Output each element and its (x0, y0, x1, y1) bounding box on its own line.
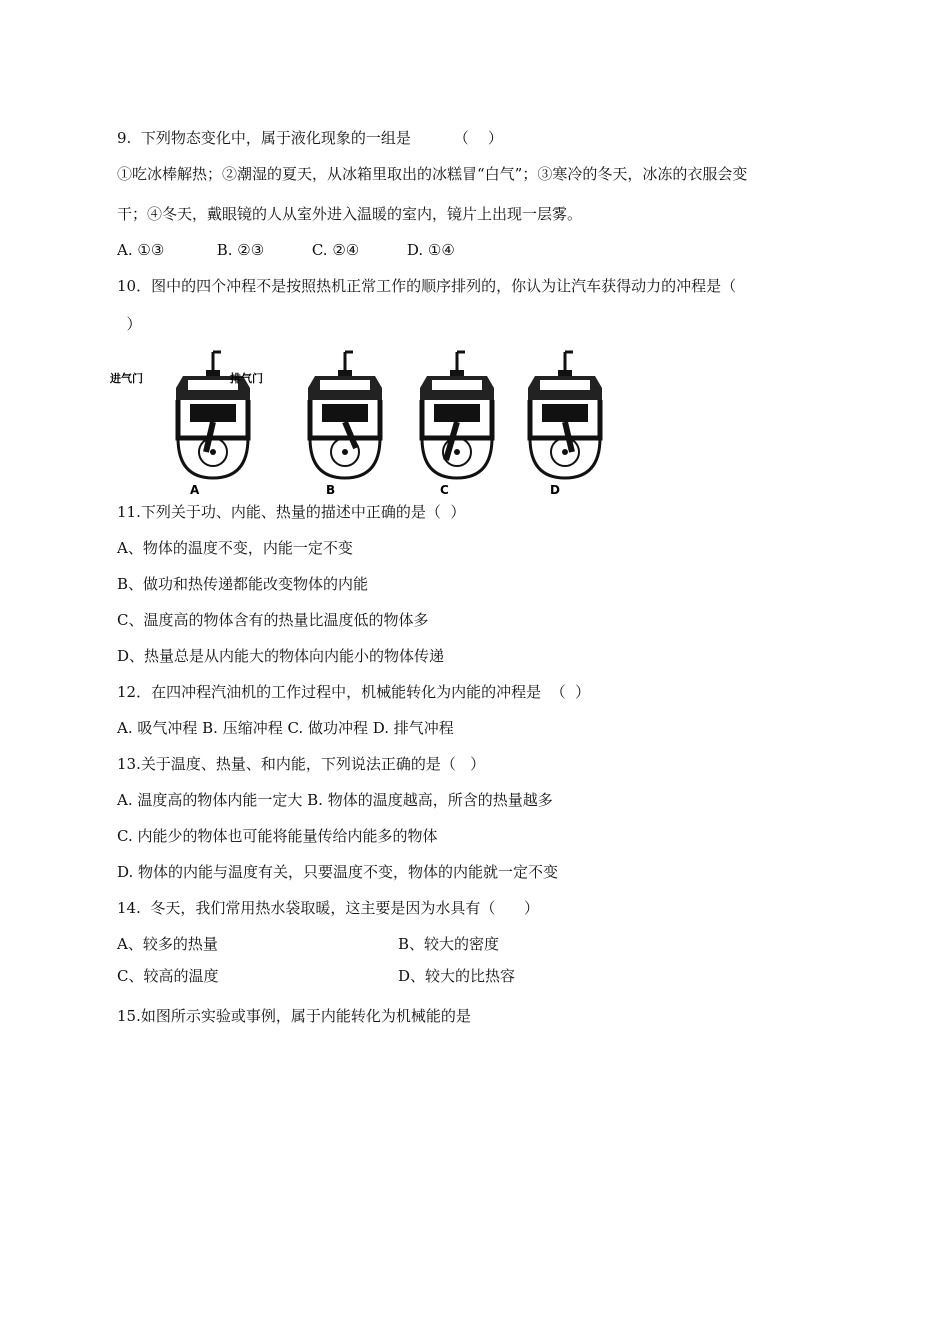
q13-option-d: D. 物体的内能与温度有关，只要温度不变，物体的内能就一定不变 (117, 863, 559, 881)
engine-label-b: B (326, 483, 336, 497)
engine-d (528, 352, 602, 497)
q12-stem: 12．在四冲程汽油机的工作过程中，机械能转化为内能的冲程是 （ ） (117, 683, 591, 701)
engine-strokes-figure (110, 348, 610, 498)
q11-option-b: B、做功和热传递都能改变物体的内能 (117, 575, 369, 593)
intake-valve-label: 进气门 (110, 372, 143, 385)
engine-label-a: A (190, 483, 200, 497)
q14-option-d: D、较大的比热容 (398, 967, 516, 985)
q13-option-c: C. 内能少的物体也可能将能量传给内能多的物体 (117, 827, 438, 845)
q9-body-line2: 干；④冬天，戴眼镜的人从室外进入温暖的室内，镜片上出现一层雾。 (117, 205, 583, 223)
engine-label-d: D (550, 483, 560, 497)
q11-option-a: A、物体的温度不变，内能一定不变 (117, 539, 353, 557)
q11-stem: 11.下列关于功、内能、热量的描述中正确的是（ ） (117, 503, 466, 521)
q14-option-a: A、较多的热量 (117, 935, 218, 953)
q14-stem: 14. 冬天，我们常用热水袋取暖，这主要是因为水具有（ ） (117, 899, 540, 917)
q15-stem: 15.如图所示实验或事例，属于内能转化为机械能的是 (117, 1007, 471, 1025)
q14-option-b: B、较大的密度 (398, 935, 500, 953)
q9-body-line1: ①吃冰棒解热；②潮湿的夏天，从冰箱里取出的冰糕冒“白气”；③寒冷的冬天，冰冻的衣服会变 (117, 165, 748, 183)
engine-c (420, 352, 494, 497)
q10-stem-line1: 10．图中的四个冲程不是按照热机正常工作的顺序排列的，你认为让汽车获得动力的冲程是（ (117, 277, 737, 295)
q13-options-a-b: A. 温度高的物体内能一定大 B. 物体的温度越高，所含的热量越多 (117, 791, 553, 809)
q9-options: A. ①③ B. ②③ C. ②④ D. ①④ (117, 241, 455, 259)
q12-options: A. 吸气冲程 B. 压缩冲程 C. 做功冲程 D. 排气冲程 (117, 719, 454, 737)
q13-stem: 13.关于温度、热量、和内能，下列说法正确的是（ ） (117, 755, 486, 773)
q11-option-c: C、温度高的物体含有的热量比温度低的物体多 (117, 611, 429, 629)
engine-label-c: C (440, 483, 449, 497)
q9-stem: 9. 下列物态变化中，属于液化现象的一组是 （ ） (117, 129, 503, 147)
engine-b (308, 352, 382, 497)
exhaust-valve-label: 排气门 (230, 372, 263, 385)
engine-a (110, 352, 263, 497)
q10-stem-line2: ） (117, 315, 142, 333)
q11-option-d: D、热量总是从内能大的物体向内能小的物体传递 (117, 647, 445, 665)
q14-option-c: C、较高的温度 (117, 967, 219, 985)
